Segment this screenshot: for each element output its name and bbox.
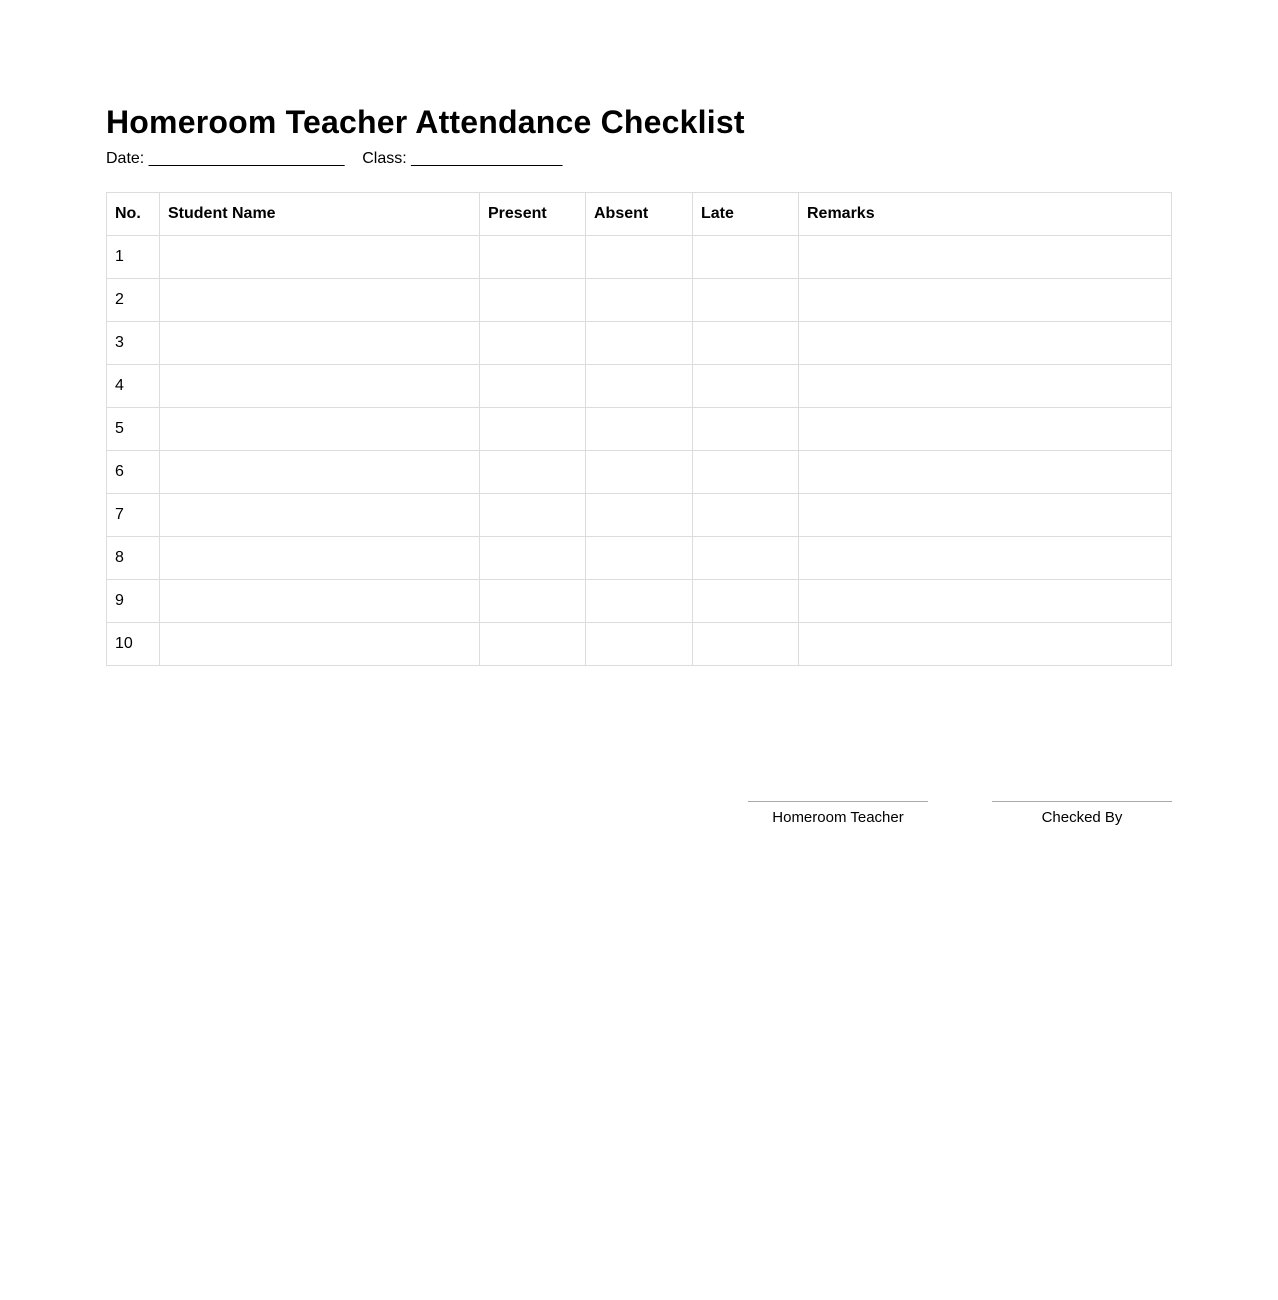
table-header-row: [107, 193, 1172, 236]
date-field[interactable]: ______________________: [148, 150, 345, 167]
header-student-name: Student Name: [160, 193, 480, 236]
absent-cell[interactable]: [586, 451, 693, 494]
row-number: 10: [107, 623, 160, 666]
table-row: [107, 279, 1172, 322]
student-name-cell[interactable]: [160, 451, 480, 494]
table-row: [107, 365, 1172, 408]
late-cell[interactable]: [693, 322, 799, 365]
table-row: [107, 623, 1172, 666]
header-remarks: Remarks: [799, 193, 1172, 236]
absent-cell[interactable]: [586, 494, 693, 537]
late-cell[interactable]: [693, 365, 799, 408]
row-number: 2: [107, 279, 160, 322]
header-absent: Absent: [586, 193, 693, 236]
late-cell[interactable]: [693, 408, 799, 451]
late-cell[interactable]: [693, 279, 799, 322]
present-cell[interactable]: [480, 408, 586, 451]
student-name-cell[interactable]: [160, 236, 480, 279]
late-cell[interactable]: [693, 580, 799, 623]
date-label: Date:: [106, 150, 145, 167]
checked-by-signature: Checked By: [992, 801, 1172, 826]
remarks-cell[interactable]: [799, 322, 1172, 365]
remarks-cell[interactable]: [799, 580, 1172, 623]
row-number: 9: [107, 580, 160, 623]
header-present: Present: [480, 193, 586, 236]
student-name-cell[interactable]: [160, 279, 480, 322]
class-label: Class:: [362, 150, 407, 167]
absent-cell[interactable]: [586, 279, 693, 322]
table-row: [107, 408, 1172, 451]
student-name-cell[interactable]: [160, 322, 480, 365]
date-class-line: [106, 149, 562, 169]
attendance-table: [106, 192, 1172, 666]
absent-cell[interactable]: [586, 580, 693, 623]
row-number: 1: [107, 236, 160, 279]
present-cell[interactable]: [480, 580, 586, 623]
table-row: [107, 494, 1172, 537]
late-cell[interactable]: [693, 537, 799, 580]
present-cell[interactable]: [480, 451, 586, 494]
remarks-cell[interactable]: [799, 236, 1172, 279]
table-row: [107, 580, 1172, 623]
present-cell[interactable]: [480, 537, 586, 580]
row-number: 7: [107, 494, 160, 537]
homeroom-teacher-signature: Homeroom Teacher: [748, 801, 928, 826]
remarks-cell[interactable]: [799, 279, 1172, 322]
header-no: No.: [107, 193, 160, 236]
remarks-cell[interactable]: [799, 408, 1172, 451]
row-number: 5: [107, 408, 160, 451]
row-number: 4: [107, 365, 160, 408]
present-cell[interactable]: [480, 494, 586, 537]
present-cell[interactable]: [480, 322, 586, 365]
row-number: 6: [107, 451, 160, 494]
late-cell[interactable]: [693, 451, 799, 494]
late-cell[interactable]: [693, 494, 799, 537]
absent-cell[interactable]: [586, 322, 693, 365]
row-number: 3: [107, 322, 160, 365]
table-row: [107, 451, 1172, 494]
table-row: [107, 236, 1172, 279]
present-cell[interactable]: [480, 365, 586, 408]
class-field[interactable]: _________________: [411, 150, 563, 167]
student-name-cell[interactable]: [160, 580, 480, 623]
student-name-cell[interactable]: [160, 537, 480, 580]
absent-cell[interactable]: [586, 408, 693, 451]
header-late: Late: [693, 193, 799, 236]
absent-cell[interactable]: [586, 365, 693, 408]
remarks-cell[interactable]: [799, 623, 1172, 666]
present-cell[interactable]: [480, 623, 586, 666]
remarks-cell[interactable]: [799, 451, 1172, 494]
present-cell[interactable]: [480, 279, 586, 322]
student-name-cell[interactable]: [160, 623, 480, 666]
late-cell[interactable]: [693, 236, 799, 279]
absent-cell[interactable]: [586, 236, 693, 279]
table-row: [107, 322, 1172, 365]
late-cell[interactable]: [693, 623, 799, 666]
row-number: 8: [107, 537, 160, 580]
page-title: Homeroom Teacher Attendance Checklist: [106, 104, 745, 140]
remarks-cell[interactable]: [799, 537, 1172, 580]
present-cell[interactable]: [480, 236, 586, 279]
absent-cell[interactable]: [586, 623, 693, 666]
remarks-cell[interactable]: [799, 365, 1172, 408]
absent-cell[interactable]: [586, 537, 693, 580]
student-name-cell[interactable]: [160, 365, 480, 408]
student-name-cell[interactable]: [160, 494, 480, 537]
table-row: [107, 537, 1172, 580]
student-name-cell[interactable]: [160, 408, 480, 451]
remarks-cell[interactable]: [799, 494, 1172, 537]
